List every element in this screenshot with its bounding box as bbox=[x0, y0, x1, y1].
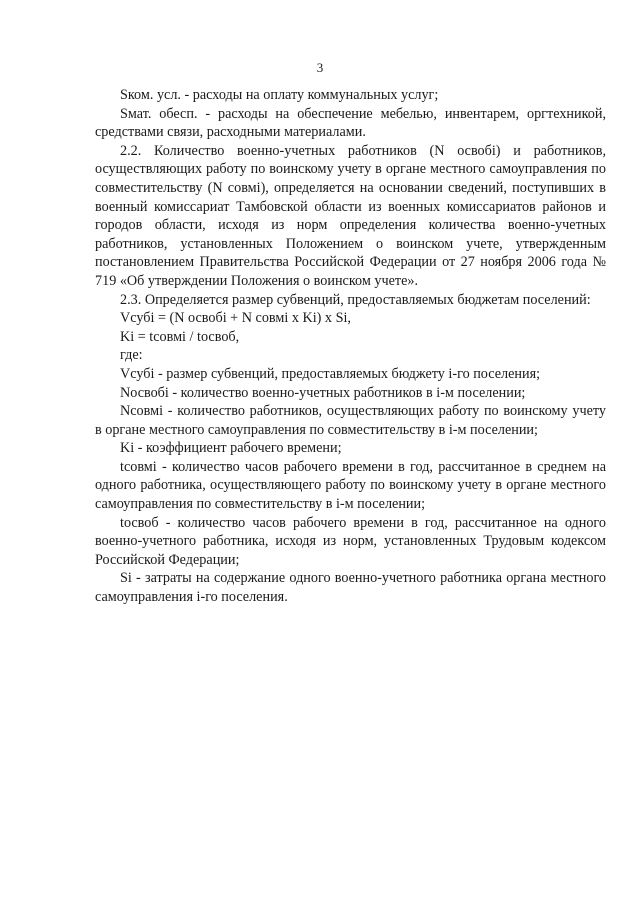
definition-n-osvob: Nосвобi - количество военно-учетных работников в i-м поселении; bbox=[120, 384, 526, 401]
formula-coefficient: Ki = tсовмi / tосвоб, bbox=[120, 328, 240, 345]
definition-s: Si - затраты на содержание одного военно-учетного работника органа местного самоуправления i-го поселения. bbox=[95, 570, 606, 606]
document-body bbox=[95, 86, 606, 607]
definition-t-sovm: tсовмi - количество часов рабочего времени в год, рассчитанное в среднем на одного работника, осуществляющего работу по воинскому учету в органе местного самоуправления по совместительству в i-м поселении; bbox=[95, 458, 606, 513]
paragraph-2-3: 2.3. Определяется размер субвенций, предоставляемых бюджетам поселений: bbox=[120, 291, 591, 308]
formula-subvention: Vсубi = (N освобi + N совмi x Ki) x Si, bbox=[120, 310, 351, 327]
definition-t-osvob: tосвоб - количество часов рабочего времени в год, рассчитанное на одного военно-учетного работника, исходя из норм, установленных Трудовым кодексом Российской Федерации; bbox=[95, 514, 606, 568]
definition-n-sovm: Nсовмi - количество работников, осуществляющих работу по воинскому учету в органе местного самоуправления по совместительству в i-м поселении; bbox=[95, 403, 606, 438]
where-label: где: bbox=[120, 347, 143, 364]
paragraph-2-2: 2.2. Количество военно-учетных работников (N освобi) и работников, осуществляющих работу по воинскому учету в органе местного самоуправления по совместительству (N совмi), определяется на основании сведений, поступивших в военный комиссариат Тамбовской области из военных комиссариатов районов и городов области, исходя из норм определения количества военно-учетных работников, установленных Положением о воинском учете, утвержденным постановлением Правительства Российской Федерации от 27 ноября 2006 года № 719 «Об утверждении Положения о воинском учете». bbox=[95, 142, 606, 289]
definition-v-sub: Vсубi - размер субвенций, предоставляемых бюджету i-го поселения; bbox=[120, 365, 541, 382]
page-number: 3 bbox=[316, 60, 324, 75]
paragraph-smat: Sмат. обесп. - расходы на обеспечение мебелью, инвентарем, оргтехникой, средствами связи, расходными материалами. bbox=[95, 105, 606, 141]
definition-k: Ki - коэффициент рабочего времени; bbox=[120, 440, 342, 457]
paragraph-skom: Sком. усл. - расходы на оплату коммунальных услуг; bbox=[120, 87, 439, 103]
